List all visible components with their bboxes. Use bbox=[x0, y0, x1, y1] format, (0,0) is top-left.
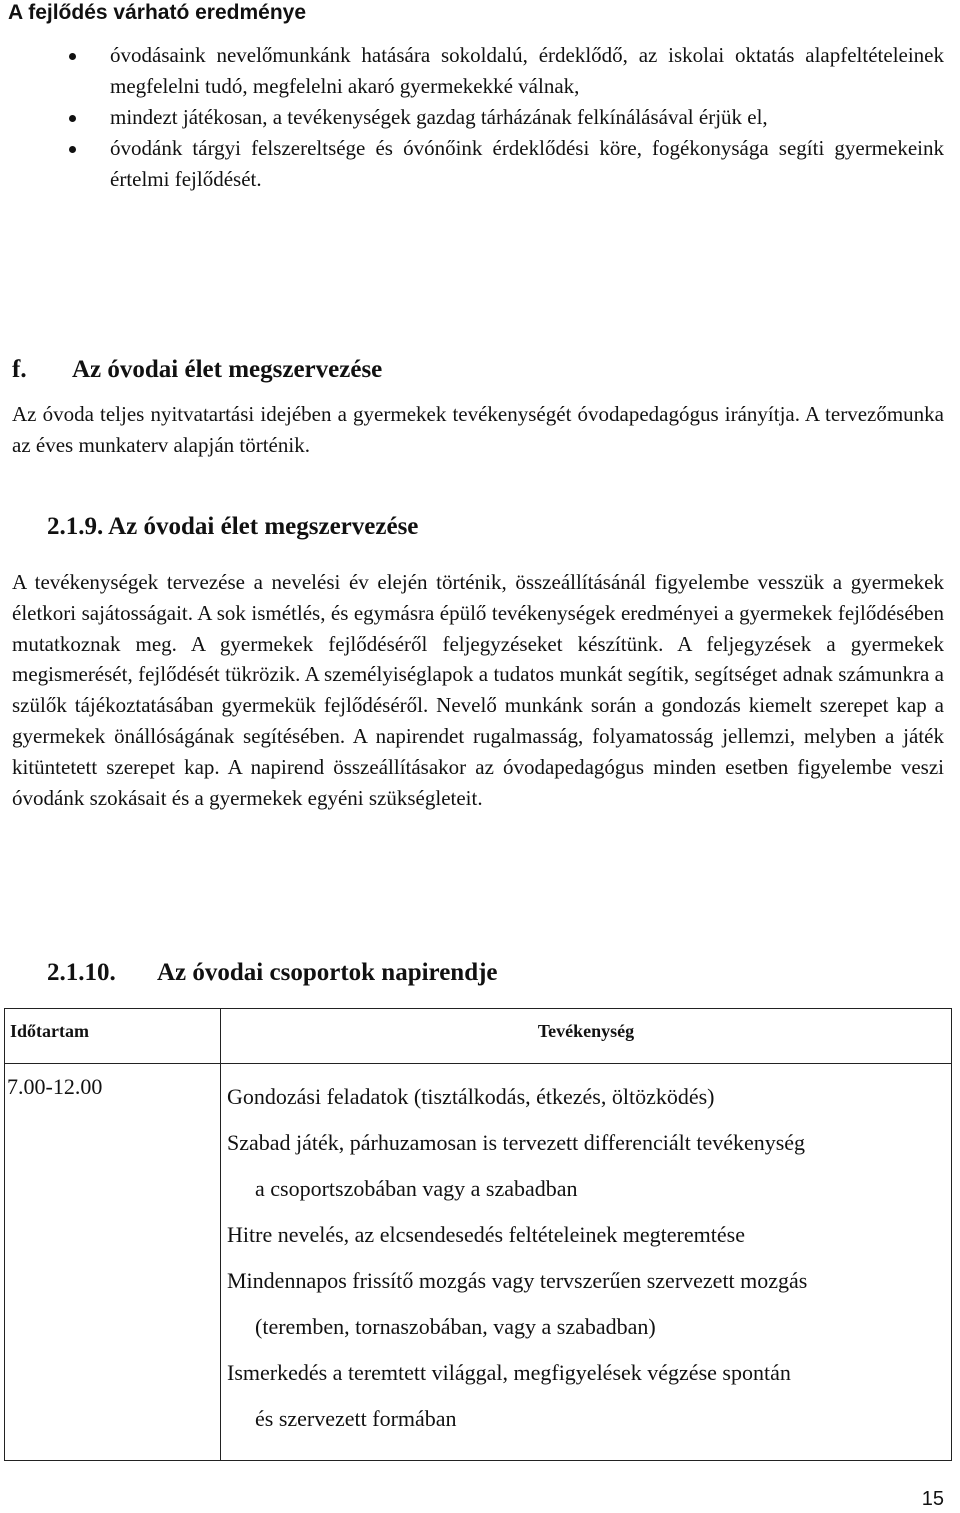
table-cell-activities bbox=[221, 1064, 952, 1461]
section-title: Az óvodai élet megszervezése bbox=[72, 356, 383, 383]
section-title: Az óvodai csoportok napirendje bbox=[157, 959, 498, 986]
activity-line: Gondozási feladatok (tisztálkodás, étkezés, öltözködés) bbox=[227, 1084, 715, 1109]
column-header-time: Időtartam bbox=[5, 1009, 221, 1064]
schedule-table bbox=[4, 1008, 952, 1461]
expected-results-list bbox=[0, 40, 960, 195]
table-header-row bbox=[5, 1009, 952, 1064]
bullet-icon bbox=[69, 115, 76, 122]
section-heading-2-1-10 bbox=[47, 957, 498, 989]
section-number: 2.1.10. bbox=[47, 959, 116, 986]
activity-line: és szervezett formában bbox=[255, 1406, 457, 1431]
table-cell-time: 7.00-12.00 bbox=[5, 1064, 221, 1461]
section-heading-2-1-9 bbox=[47, 511, 418, 543]
list-item-text: óvodánk tárgyi felszereltsége és óvónőink érdeklődési köre, fogékonysága segíti gyermekeink értelmi fejlődését. bbox=[110, 136, 944, 191]
list-item bbox=[0, 133, 960, 195]
bullet-icon bbox=[69, 53, 76, 60]
activity-line: (teremben, tornaszobában, vagy a szabadban) bbox=[255, 1314, 656, 1339]
activity-line: a csoportszobában vagy a szabadban bbox=[255, 1176, 578, 1201]
activity-line: Hitre nevelés, az elcsendesedés feltételeinek megteremtése bbox=[227, 1222, 745, 1247]
list-item-text: mindezt játékosan, a tevékenységek gazdag tárházának felkínálásával érjük el, bbox=[110, 105, 768, 129]
paragraph-f: Az óvoda teljes nyitvatartási idejében a gyermekek tevékenységét óvodapedagógus irányítja. A tervezőmunka az éves munkaterv alapján történik. bbox=[12, 402, 944, 457]
section-title: Az óvodai élet megszervezése bbox=[108, 513, 419, 540]
activity-line: Szabad játék, párhuzamosan is tervezett differenciált tevékenység bbox=[227, 1130, 806, 1155]
activity-line: Mindennapos frissítő mozgás vagy tervszerűen szervezett mozgás bbox=[227, 1268, 808, 1293]
page-number: 15 bbox=[921, 1488, 944, 1510]
list-item-text: óvodásaink nevelőmunkánk hatására sokoldalú, érdeklődő, az iskolai oktatás alapfeltételeinek megfelelni tudó, megfelelni akaró gyermekekké válnak, bbox=[110, 43, 944, 98]
section-number: 2.1.9. bbox=[47, 513, 104, 540]
section-label: f. bbox=[12, 356, 27, 383]
bullet-icon bbox=[69, 146, 76, 153]
column-header-activity: Tevékenység bbox=[221, 1009, 952, 1064]
activity-line: Ismerkedés a teremtett világgal, megfigyelések végzése spontán bbox=[227, 1360, 791, 1385]
table-row bbox=[5, 1064, 952, 1461]
paragraph-2-1-9: A tevékenységek tervezése a nevelési év elején történik, összeállításánál figyelembe vesszük a gyermekek életkori sajátosságait. A sok ismétlés, és egymásra épülő tevékenységek eredményei a gyermekek fejlődésében mutatkoznak meg. A gyermekek fejlődéséről feljegyzéseket készítünk. A feljegyzések a gyermekek megismerését, fejlődését tükrözik. A személyiséglapok a tudatos munkát segítik, segítséget adnak számunkra a szülők tájékoztatásában gyermekük fejlődéséről. Nevelő munkánk során a gondozás kiemelt szerepet kap a gyermekek önállóságának segítésében. A napirendet rugalmasság, folyamatosság jellemzi, melyben a játék kitüntetett szerepet kap. A napirend összeállításakor az óvodapedagógus minden esetben figyelembe veszi óvodánk szokásait és a gyermekek egyéni szükségleteit. bbox=[12, 570, 944, 810]
section-heading-f bbox=[12, 354, 382, 386]
list-item bbox=[0, 40, 960, 102]
list-item bbox=[0, 102, 960, 133]
section-title-expected-results: A fejlődés várható eredménye bbox=[8, 1, 306, 24]
